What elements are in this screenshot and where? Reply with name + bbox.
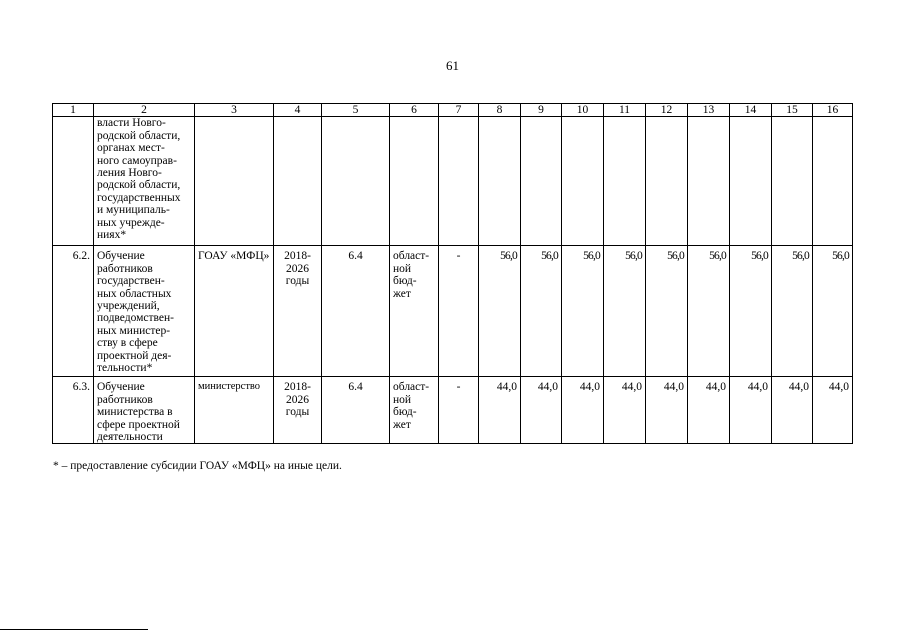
value-cell: 44,0: [813, 377, 853, 444]
column-header: 10: [562, 104, 604, 117]
value-cell: 44,0: [604, 377, 646, 444]
column-header: 8: [479, 104, 521, 117]
value-cell: 44,0: [479, 377, 521, 444]
activity-name: Обучение работников министерства в сфере проектной деятельности: [94, 377, 195, 444]
column-header: 4: [274, 104, 322, 117]
activities-table: [52, 103, 853, 444]
funding-source: област- ной бюд- жет: [390, 246, 439, 377]
value-cell: 44,0: [562, 377, 604, 444]
value-cell: 44,0: [688, 377, 730, 444]
value-cell: 56,0: [646, 246, 688, 377]
value-cell: 56,0: [813, 246, 853, 377]
value-cell: 44,0: [772, 377, 813, 444]
executor: ГОАУ «МФЦ»: [195, 246, 274, 377]
column-header: 14: [730, 104, 772, 117]
col7-value: -: [439, 246, 479, 377]
page-number: 61: [446, 58, 459, 73]
table-row: [53, 377, 853, 444]
column-header: 7: [439, 104, 479, 117]
value-cell: 56,0: [521, 246, 562, 377]
column-header: 13: [688, 104, 730, 117]
value-cell: 56,0: [604, 246, 646, 377]
column-header: 11: [604, 104, 646, 117]
value-cell: 56,0: [688, 246, 730, 377]
table-row: [53, 246, 853, 377]
row-number: 6.3.: [53, 377, 94, 444]
indicator: 6.4: [322, 246, 390, 377]
value-cell: 56,0: [772, 246, 813, 377]
col7-value: -: [439, 377, 479, 444]
column-header: 1: [53, 104, 94, 117]
activity-name: власти Новго- родской области, органах мест- ного самоуправ- ления Новго- родской области, государственных и муниципаль- ных учрежде- ниях*: [94, 117, 195, 246]
period: 2018- 2026 годы: [274, 377, 322, 444]
column-number-row: [53, 104, 853, 117]
column-header: 16: [813, 104, 853, 117]
funding-source: област- ной бюд- жет: [390, 377, 439, 444]
value-cell: 56,0: [562, 246, 604, 377]
value-cell: 56,0: [730, 246, 772, 377]
column-header: 15: [772, 104, 813, 117]
column-header: 12: [646, 104, 688, 117]
value-cell: 56,0: [479, 246, 521, 377]
column-header: 5: [322, 104, 390, 117]
indicator: 6.4: [322, 377, 390, 444]
activity-name: Обучение работников государствен- ных областных учреждений, подведомствен- ных министер- ству в сфере проектной дея- тельности*: [94, 246, 195, 377]
row-number: 6.2.: [53, 246, 94, 377]
column-header: 2: [94, 104, 195, 117]
column-header: 6: [390, 104, 439, 117]
footer-rule: [0, 629, 148, 630]
column-header: 9: [521, 104, 562, 117]
table-row-continuation: [53, 117, 853, 246]
executor: министерство: [195, 377, 274, 444]
value-cell: 44,0: [646, 377, 688, 444]
value-cell: 44,0: [521, 377, 562, 444]
period: 2018- 2026 годы: [274, 246, 322, 377]
footnote: * – предоставление субсидии ГОАУ «МФЦ» на иные цели.: [53, 460, 342, 472]
value-cell: 44,0: [730, 377, 772, 444]
column-header: 3: [195, 104, 274, 117]
